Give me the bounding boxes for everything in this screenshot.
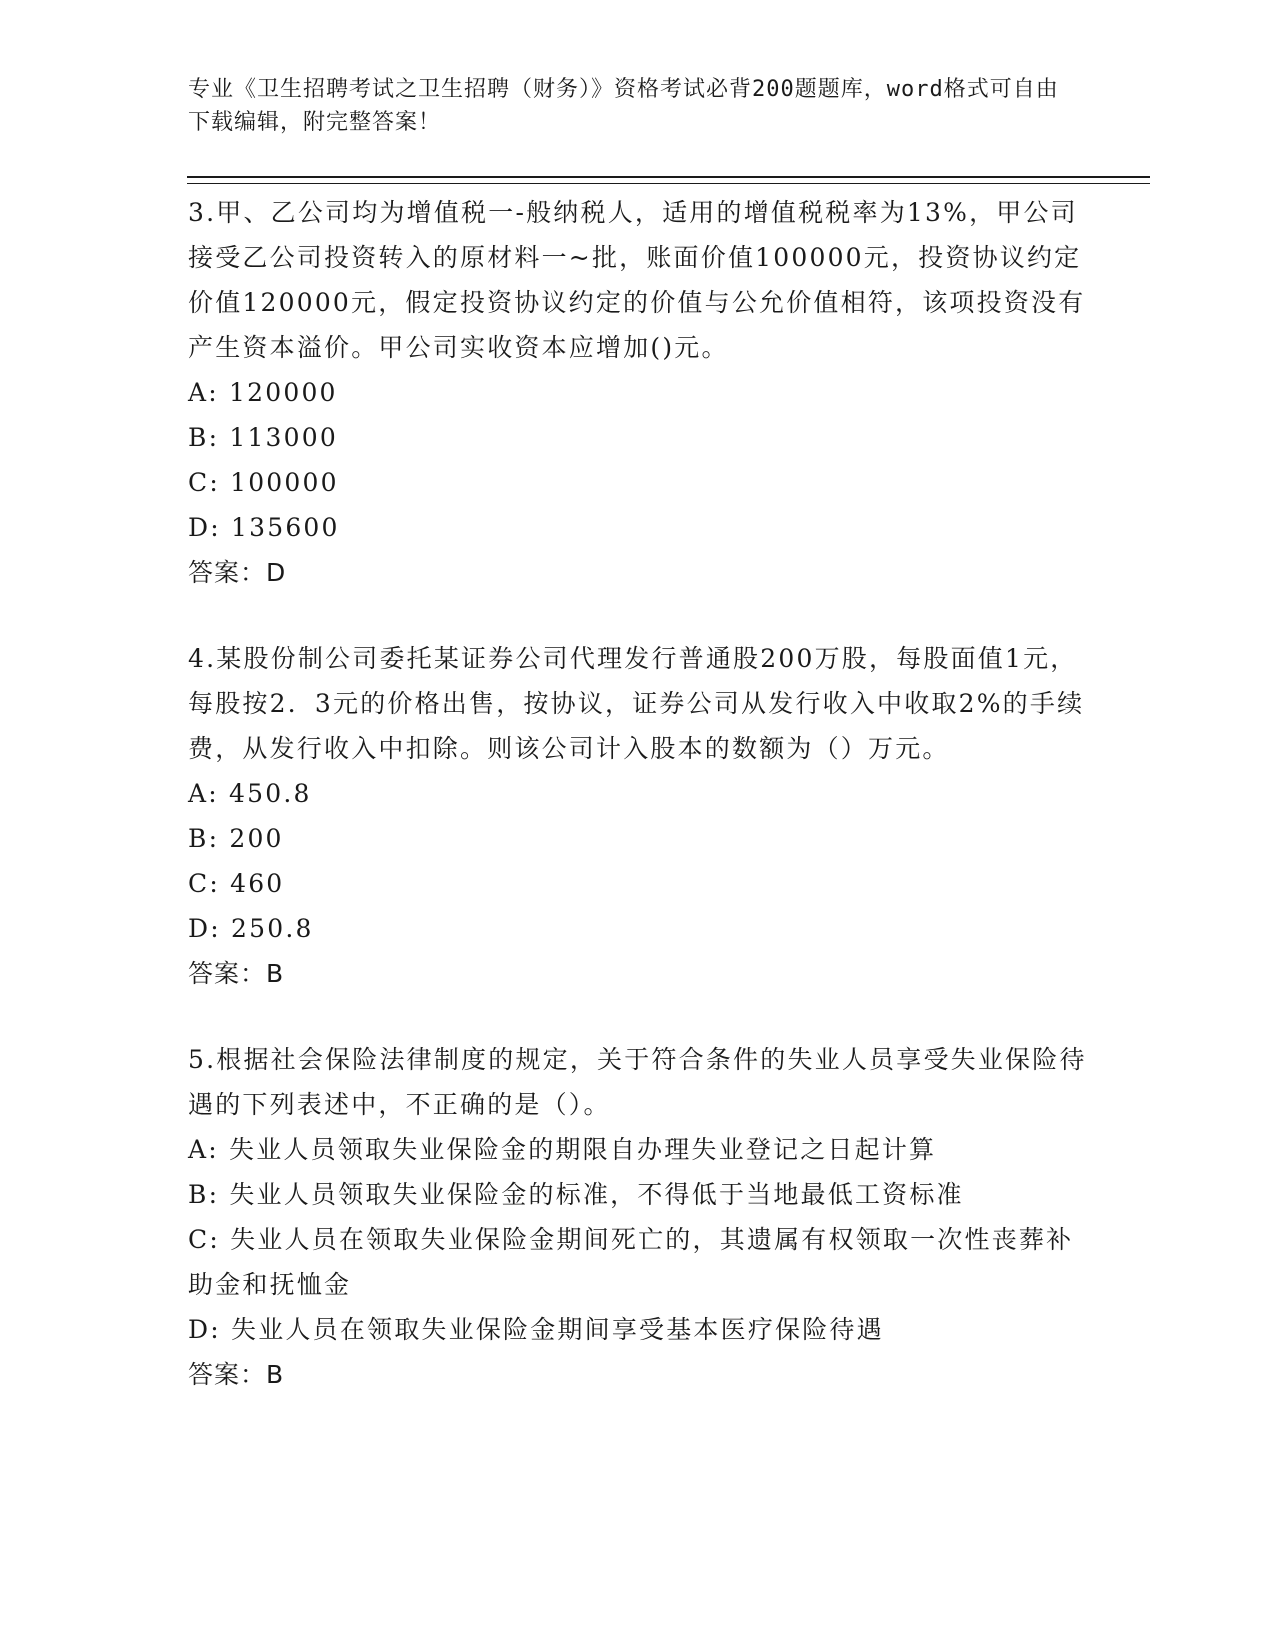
- question-list: [188, 190, 1088, 1397]
- option-d: D: 250.8: [188, 914, 314, 943]
- question-stem: 3.甲、乙公司均为增值税一-般纳税人，适用的增值税税率为13%，甲公司接受乙公司投资转入的原材料一~批，账面价值100000元，投资协议约定价值120000元，假定投资协议约定的价值与公允价值相符，该项投资没有产生资本溢价。甲公司实收资本应增加()元。: [188, 198, 1086, 362]
- question-spacer: [188, 996, 1088, 1037]
- question-item: [188, 190, 1088, 595]
- option-c: C: 失业人员在领取失业保险金期间死亡的，其遗属有权领取一次性丧葬补助金和抚恤金: [188, 1225, 1074, 1299]
- question-item: [188, 636, 1088, 996]
- option-a: A: 120000: [188, 378, 338, 407]
- document-header: 专业《卫生招聘考试之卫生招聘（财务）》资格考试必背200题题库，word格式可自由下载编辑，附完整答案！: [188, 77, 1059, 135]
- option-b: B: 200: [188, 824, 284, 853]
- answer-line: 答案：B: [188, 959, 285, 988]
- header-divider: [187, 176, 1150, 184]
- question-item: [188, 1037, 1088, 1397]
- option-a: A: 450.8: [188, 779, 312, 808]
- answer-line: 答案：B: [188, 1360, 285, 1389]
- option-d: D: 失业人员在领取失业保险金期间享受基本医疗保险待遇: [188, 1315, 884, 1344]
- answer-line: 答案：D: [188, 558, 287, 587]
- option-b: B: 113000: [188, 423, 338, 452]
- option-d: D: 135600: [188, 513, 340, 542]
- option-c: C: 100000: [188, 468, 339, 497]
- option-b: B: 失业人员领取失业保险金的标准，不得低于当地最低工资标准: [188, 1180, 964, 1209]
- question-spacer: [188, 595, 1088, 636]
- option-c: C: 460: [188, 869, 285, 898]
- question-stem: 5.根据社会保险法律制度的规定，关于符合条件的失业人员享受失业保险待遇的下列表述中，不正确的是（）。: [188, 1045, 1087, 1119]
- option-a: A: 失业人员领取失业保险金的期限自办理失业登记之日起计算: [188, 1135, 937, 1164]
- question-stem: 4.某股份制公司委托某证券公司代理发行普通股200万股，每股面值1元，每股按2．3元的价格出售，按协议，证券公司从发行收入中收取2%的手续费，从发行收入中扣除。则该公司计入股本的数额为（）万元。: [188, 644, 1085, 763]
